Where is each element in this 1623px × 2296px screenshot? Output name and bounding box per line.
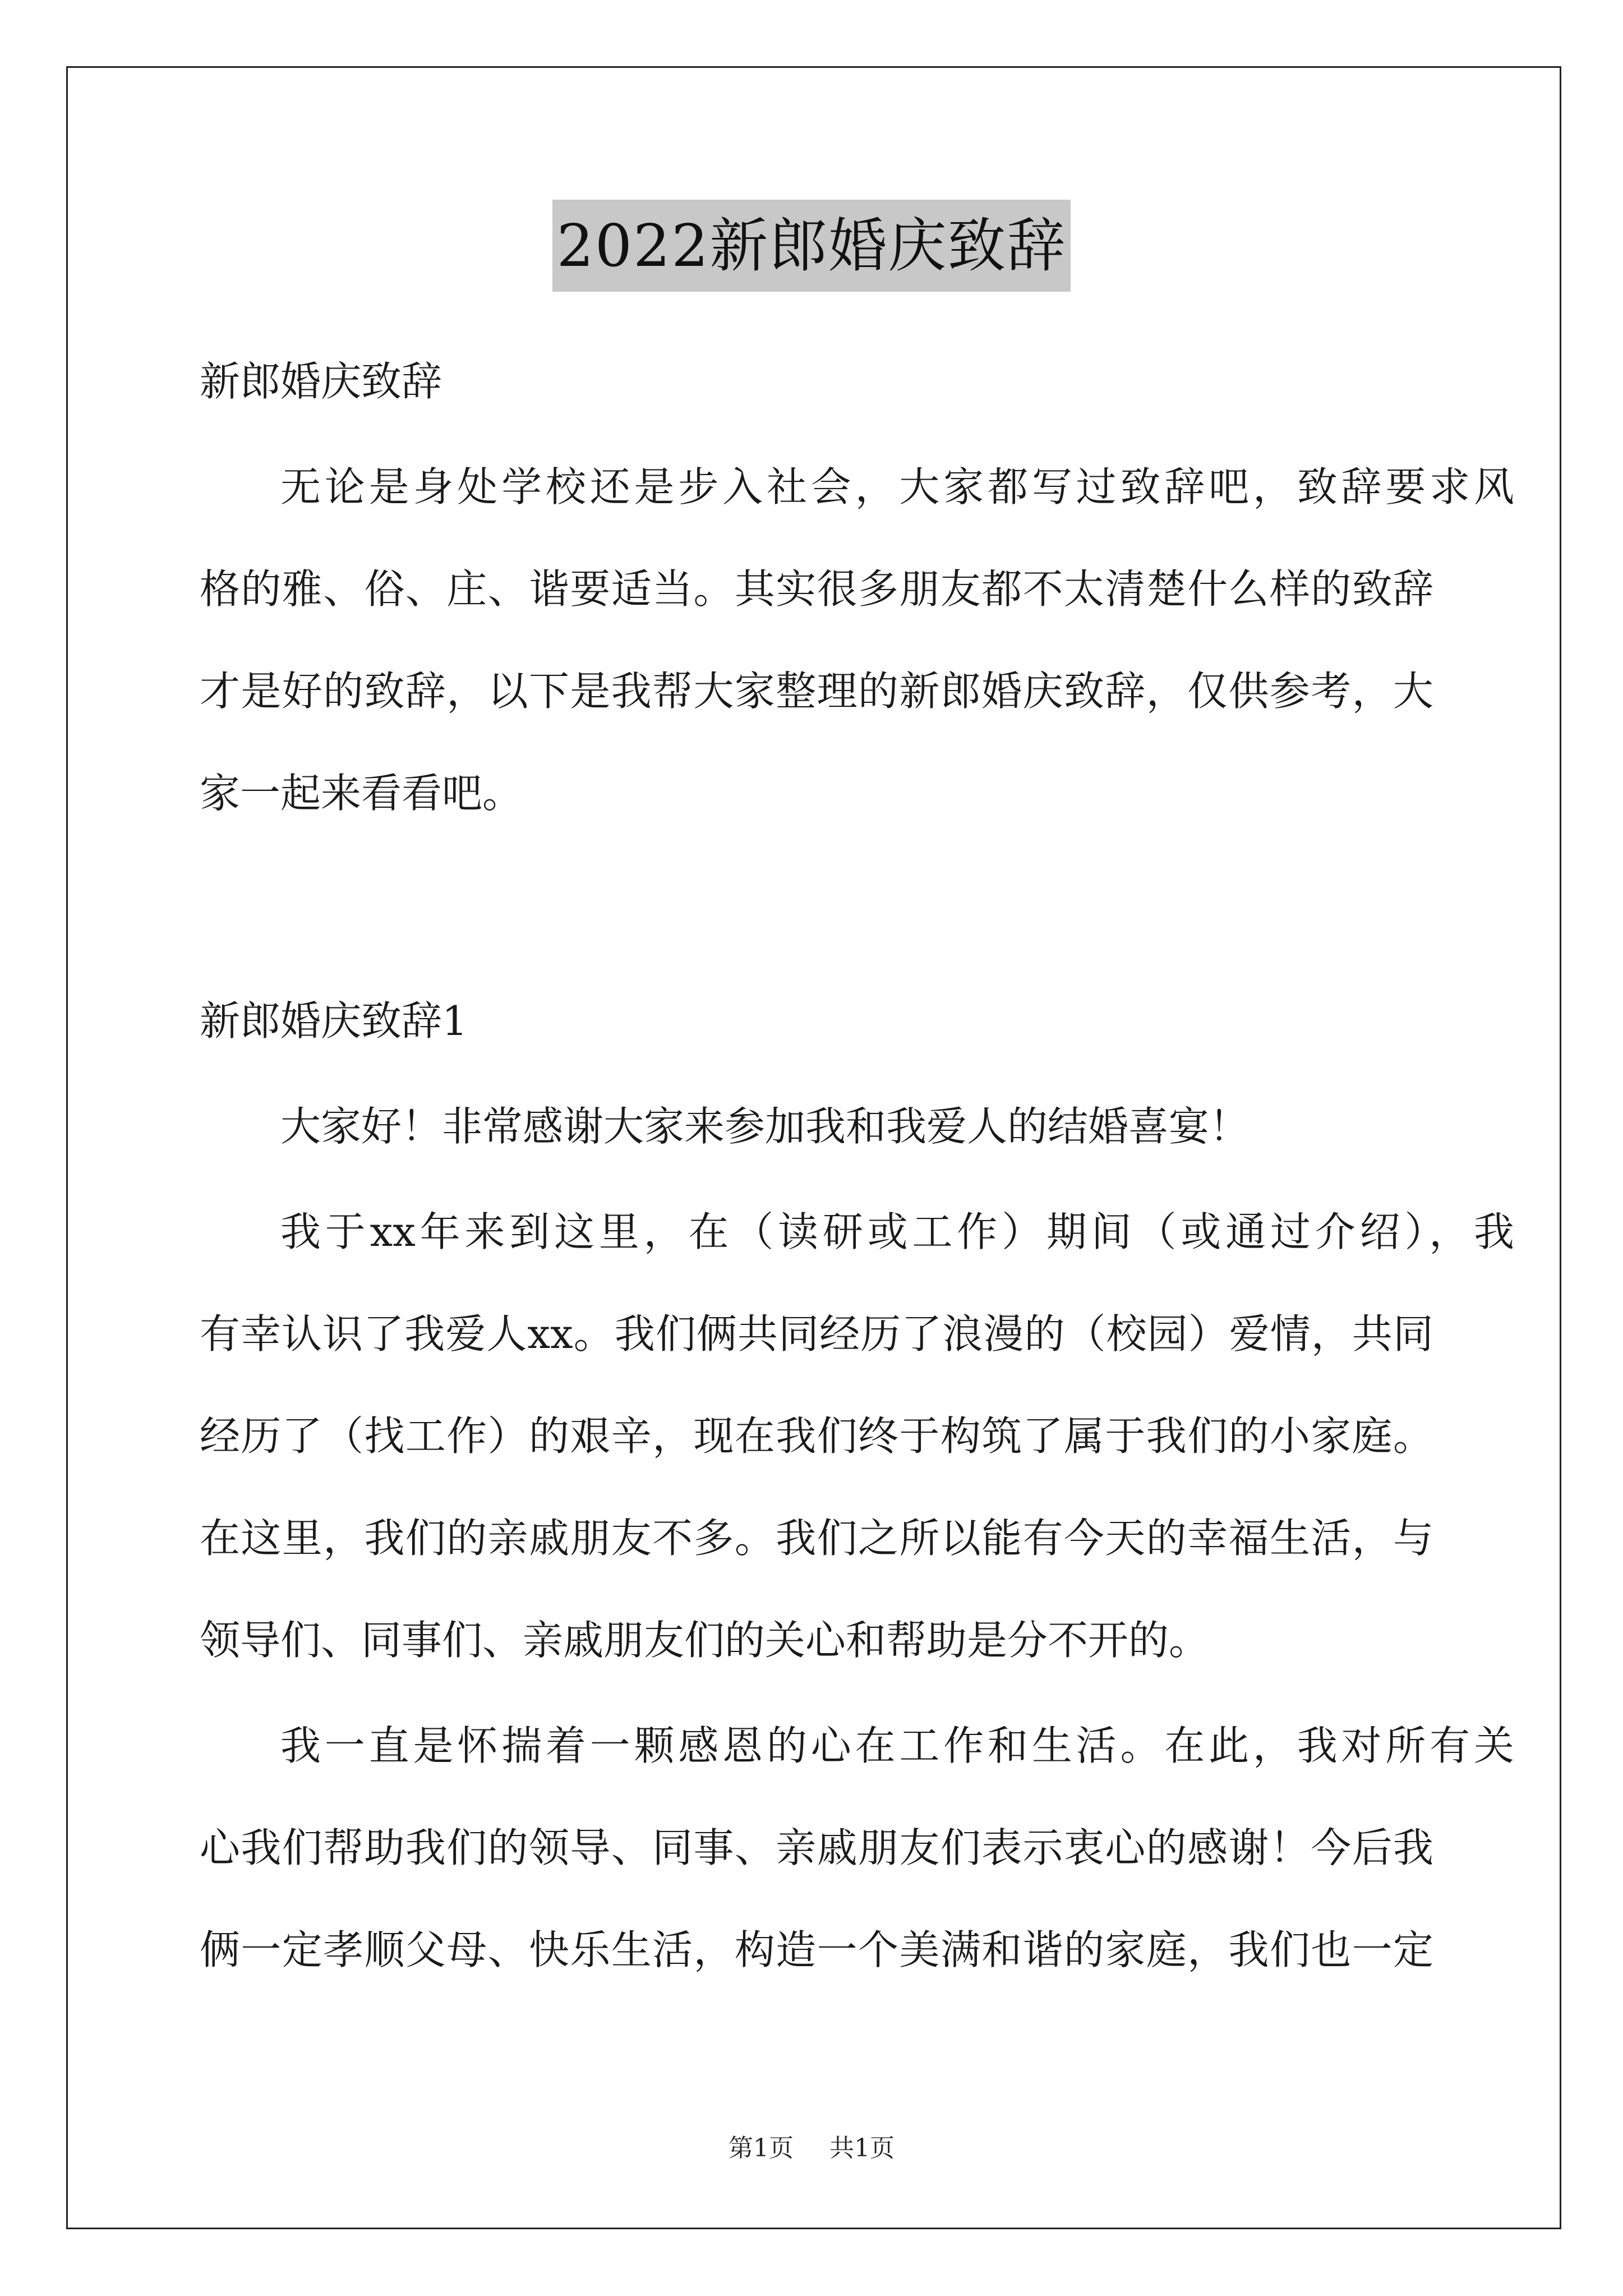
paragraph-line: 俩一定孝顺父母、快乐生活，构造一个美满和谐的家庭，我们也一定	[200, 1926, 1433, 1973]
document-title: 2022新郎婚庆致辞	[552, 200, 1071, 292]
paragraph-line: 我于xx年来到这里，在（读研或工作）期间（或通过介绍），我	[280, 1208, 1514, 1255]
paragraph-line: 格的雅、俗、庄、谐要适当。其实很多朋友都不太清楚什么样的致辞	[200, 565, 1433, 613]
paragraph-line: 有幸认识了我爱人xx。我们俩共同经历了浪漫的（校园）爱情，共同	[200, 1310, 1433, 1358]
paragraph-line: 大家好！非常感谢大家来参加我和我爱人的结婚喜宴！	[280, 1103, 1250, 1150]
title-container	[0, 200, 1623, 292]
paragraph-line: 我一直是怀揣着一颗感恩的心在工作和生活。在此，我对所有关	[280, 1722, 1514, 1769]
section-heading: 新郎婚庆致辞1	[200, 997, 468, 1045]
paragraph-line: 领导们、同事们、亲戚朋友们的关心和帮助是分不开的。	[200, 1617, 1210, 1664]
page-total: 共1页	[829, 2134, 895, 2162]
paragraph-line: 经历了（找工作）的艰辛，现在我们终于构筑了属于我们的小家庭。	[200, 1412, 1433, 1460]
page-footer	[0, 2132, 1623, 2165]
paragraph-line: 家一起来看看吧。	[200, 770, 523, 817]
page-number: 第1页	[728, 2134, 794, 2162]
paragraph-line: 才是好的致辞，以下是我帮大家整理的新郎婚庆致辞，仅供参考，大	[200, 668, 1433, 715]
paragraph-line: 心我们帮助我们的领导、同事、亲戚朋友们表示衷心的感谢！今后我	[200, 1824, 1433, 1871]
paragraph-line: 在这里，我们的亲戚朋友不多。我们之所以能有今天的幸福生活，与	[200, 1515, 1433, 1562]
section-heading: 新郎婚庆致辞	[200, 358, 442, 405]
paragraph-line: 无论是身处学校还是步入社会，大家都写过致辞吧，致辞要求风	[280, 463, 1514, 510]
